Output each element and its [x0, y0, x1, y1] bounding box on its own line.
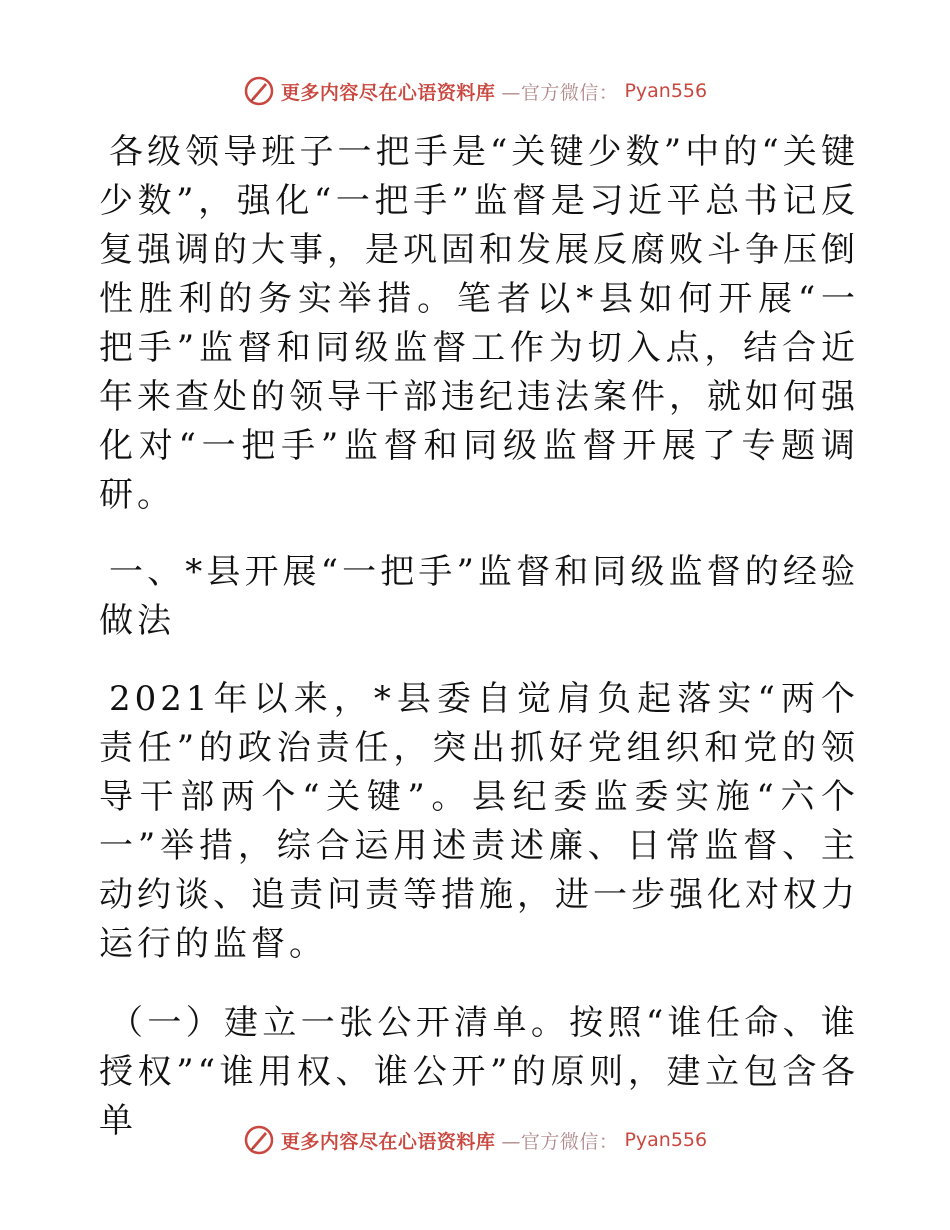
watermark-wechat-id: Pyan556 [624, 80, 708, 102]
body-paragraph: 2021年以来，*县委自觉肩负起落实“两个责任”的政治责任，突出抓好党组织和党的领导干部两个“关键”。县纪委监委实施“六个一”举措，综合运用述责述廉、日常监督、主动约谈、追责问责等措施，进一步强化对权力运行的监督。 [99, 679, 859, 964]
watermark-wechat-id: Pyan556 [624, 1129, 708, 1151]
quill-logo-icon [243, 1124, 275, 1156]
section-heading: 一、*县开展“一把手”监督和同级监督的经验做法 [99, 552, 859, 641]
watermark-official-text: —官方微信： [501, 1130, 619, 1153]
quill-logo-icon [243, 75, 275, 107]
watermark-header [0, 71, 950, 111]
watermark-site-text: 更多内容尽在心语资料库 [280, 81, 496, 104]
subsection-paragraph: （一）建立一张公开清单。按照“谁任命、谁授权”“谁用权、谁公开”的原则，建立包含各单 [99, 1003, 859, 1141]
watermark-official-text: —官方微信： [501, 81, 619, 104]
intro-paragraph: 各级领导班子一把手是“关键少数”中的“关键少数”，强化“一把手”监督是习近平总书记反复强调的大事，是巩固和发展反腐败斗争压倒性胜利的务实举措。笔者以*县如何开展“一把手”监督和同级监督工作为切入点，结合近年来查处的领导干部违纪违法案件，就如何强化对“一把手”监督和同级监督开展了专题调研。 [99, 132, 859, 515]
watermark-footer [0, 1120, 950, 1160]
watermark-site-text: 更多内容尽在心语资料库 [280, 1130, 496, 1153]
document-body [99, 118, 859, 1146]
